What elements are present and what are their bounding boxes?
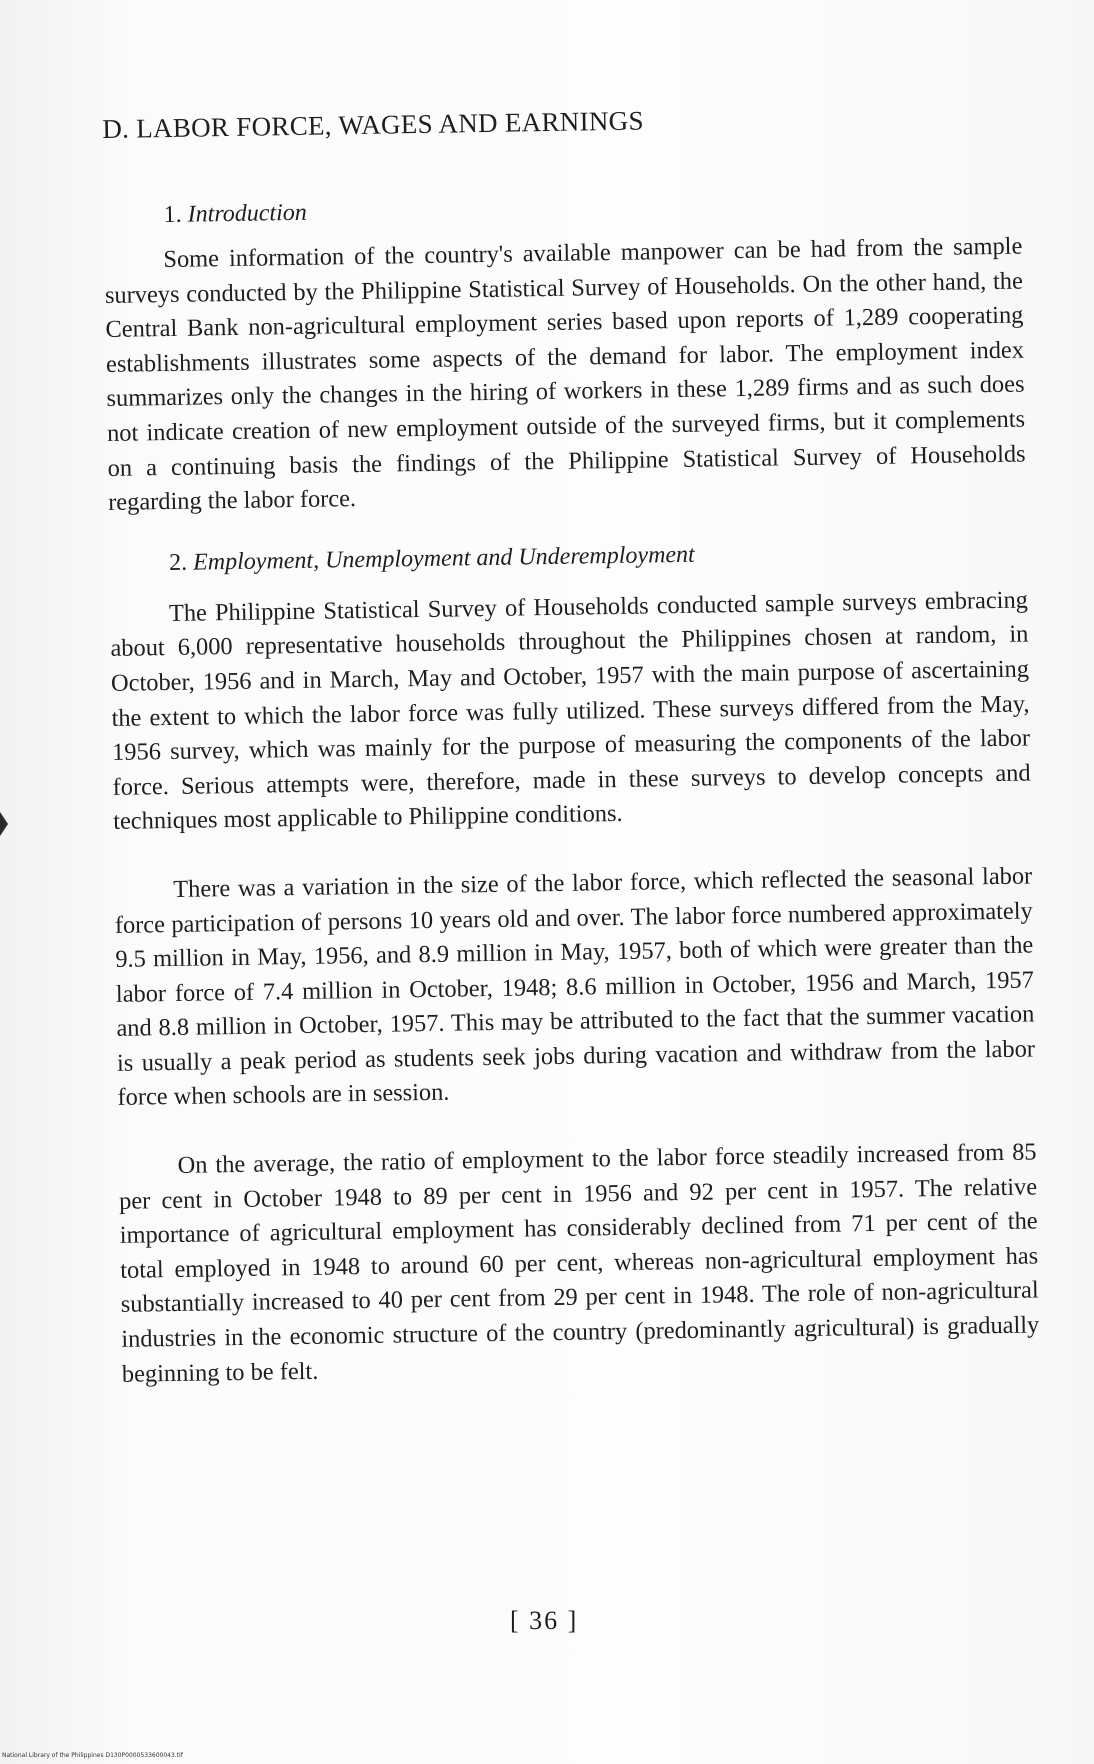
paragraph-labor-force-size: There was a variation in the size of the labor force, which reflected the seasonal labor force participation of persons 10 years old and over. The labor force numbered approximately 9.5 million in May, 1956, and 8.9 million in May, 1957, both of which were greater than the labor force of 7.4 million in October, 1948; 8.6 million in October, 1956 and March, 1957 and 8.8 million in October, 1957. This may be attributed to the fact that the summer vacation is usually a peak period as students seek jobs during vacation and withdraw from the labor force when schools are in session. bbox=[114, 862, 1036, 1112]
subsection-heading-introduction bbox=[163, 189, 1021, 229]
paragraph-surveys: The Philippine Statistical Survey of Households conducted sample surveys embracing about 6,000 representative households throughout the Philippines chosen at random, in October, 1956 and in March, May and October, 1957 with the main purpose of ascertaining the extent to which the labor force was fully utilized. These surveys differed from the May, 1956 survey, which was mainly for the purpose of measuring the components of the labor force. Serious attempts were, therefore, made in these surveys to develop concepts and techniques most applicable to Philippine conditions. bbox=[110, 586, 1031, 836]
subsection-heading-employment bbox=[169, 536, 1027, 576]
page-edge-mark bbox=[0, 812, 8, 836]
subsection-title: Introduction bbox=[187, 199, 307, 228]
section-heading: D. LABOR FORCE, WAGES AND EARNINGS bbox=[102, 105, 644, 144]
subsection-title: Employment, Unemployment and Underemployment bbox=[192, 541, 695, 576]
subsection-number: 2. bbox=[168, 549, 188, 576]
subsection-number: 1. bbox=[163, 201, 182, 229]
footer-stamp: National Library of the Philippines D130P0000533600043.tif bbox=[2, 1752, 183, 1759]
paragraph-introduction: Some information of the country's available manpower can be had from the sample surveys conducted by the Philippine Statistical Survey of Households. On the other hand, the Central Bank non-agricultural employment series based upon reports of 1,289 cooperating establishments illustrates some aspects of the demand for labor. The employment index summarizes only the changes in the hiring of workers in these 1,289 firms and as such does not indicate creation of new employment outside of the surveyed firms, but it complements on a continuing basis the findings of the Philippine Statistical Survey of Households regarding the labor force. bbox=[104, 232, 1026, 517]
page-content bbox=[102, 94, 1040, 1392]
paragraph-employment-ratio: On the average, the ratio of employment to the labor force steadily increased from 85 per cent in October 1948 to 89 per cent in 1956 and 92 per cent in 1957. The relative importance of agricultural employment has considerably declined from 71 per cent of the total employed in 1948 to around 60 per cent, whereas non-agricultural employment has substantially increased to 40 per cent from 29 per cent in 1948. The role of non-agricultural industries in the economic structure of the country (predominantly agricultural) is gradually beginning to be felt. bbox=[118, 1138, 1040, 1388]
page-number: [ 36 ] bbox=[510, 1606, 579, 1635]
